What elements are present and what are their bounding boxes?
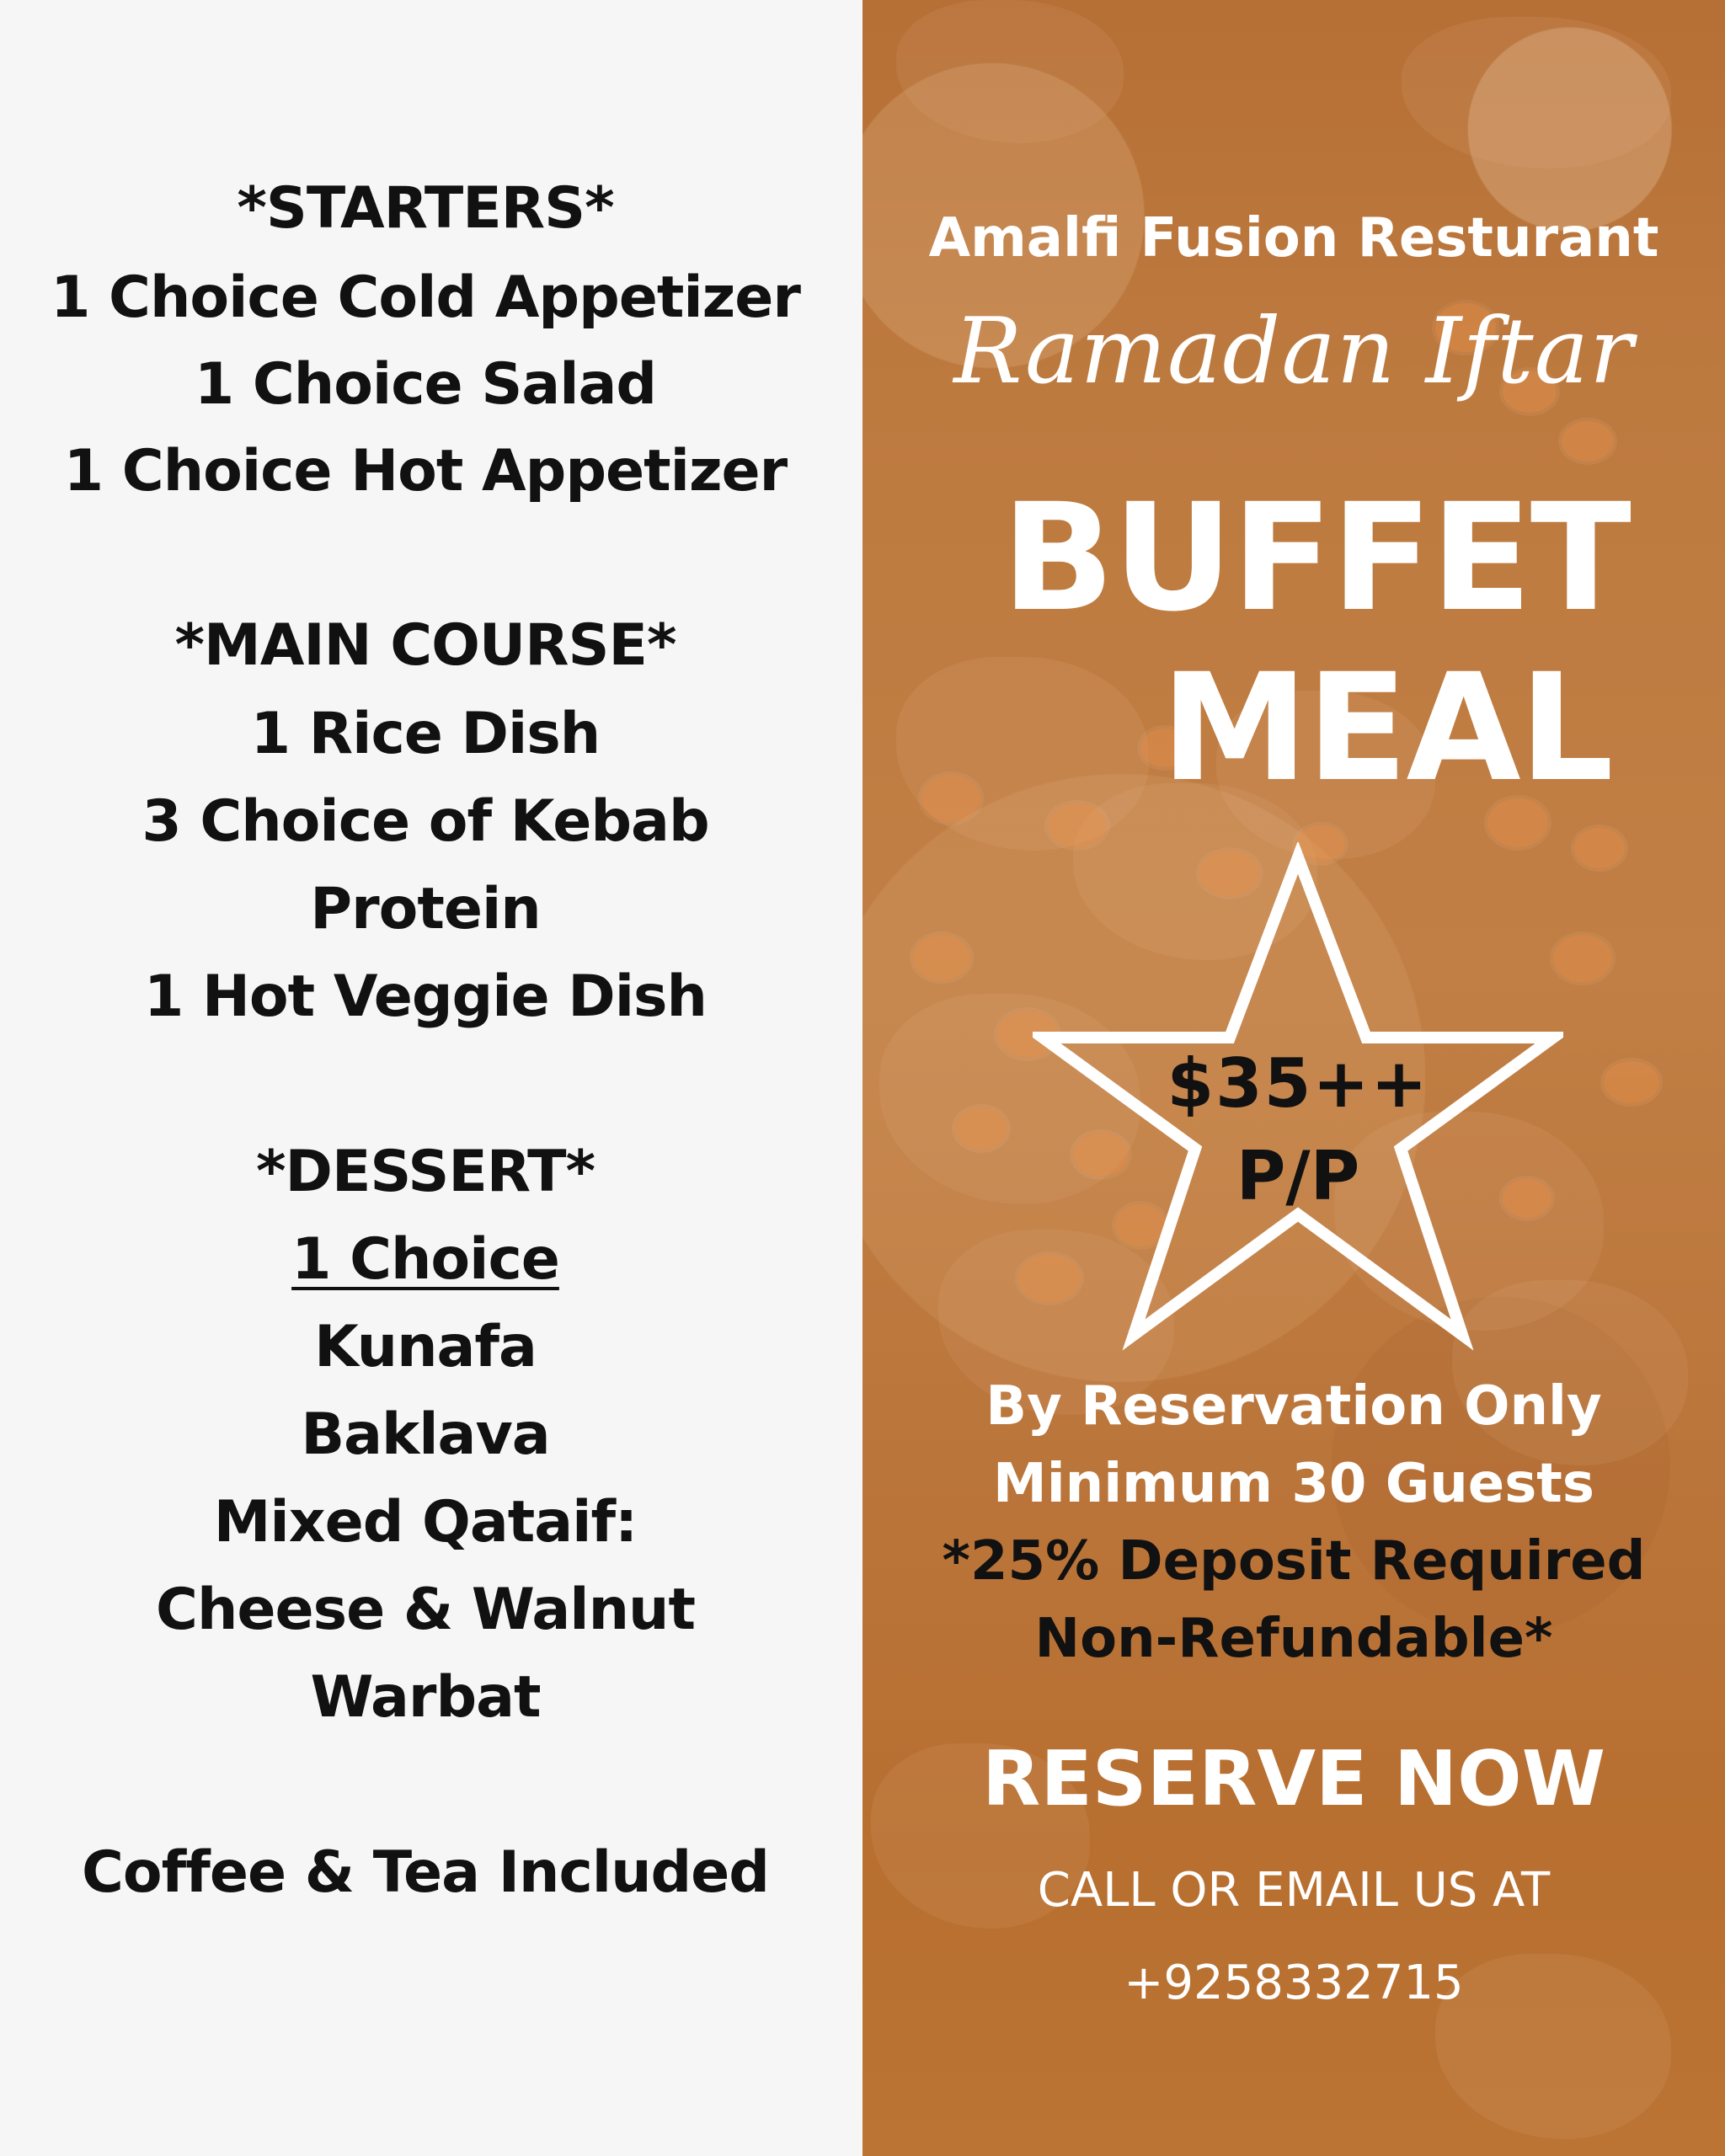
main-course-item-kebab: 3 Choice of Kebab xyxy=(142,788,709,855)
starter-item-salad: 1 Choice Salad xyxy=(194,351,657,418)
main-course-item-veggie: 1 Hot Veggie Dish xyxy=(144,963,707,1030)
price-value: $35++ xyxy=(1167,1044,1429,1123)
reservation-only-text: By Reservation Only xyxy=(985,1375,1602,1438)
dessert-item-kunafa: Kunafa xyxy=(314,1314,537,1380)
menu-panel xyxy=(0,0,862,2156)
dessert-item-qataif: Mixed Qataif: xyxy=(213,1489,638,1556)
restaurant-name: Amalfi Fusion Resturant xyxy=(928,207,1659,270)
starters-heading: *STARTERS* xyxy=(237,175,614,242)
dessert-choice-label: 1 Choice xyxy=(291,1226,559,1293)
coffee-tea-footer: Coffee & Tea Included xyxy=(82,1839,769,1906)
starter-item-cold-appetizer: 1 Choice Cold Appetizer xyxy=(51,264,800,331)
ramadan-iftar-title: Ramadan Iftar xyxy=(953,299,1634,404)
main-course-item-protein: Protein xyxy=(310,876,541,942)
dessert-heading: *DESSERT* xyxy=(255,1139,595,1205)
phone-number: +9258332715 xyxy=(1124,1956,1464,2010)
dessert-item-warbat: Warbat xyxy=(310,1664,541,1731)
dessert-item-baklava: Baklava xyxy=(301,1401,550,1468)
non-refundable-text: Non-Refundable* xyxy=(1034,1608,1553,1670)
buffet-title: BUFFET xyxy=(1001,472,1630,644)
main-course-item-rice: 1 Rice Dish xyxy=(250,701,601,767)
reserve-now-heading: RESERVE NOW xyxy=(982,1735,1605,1823)
meal-title: MEAL xyxy=(1161,642,1612,814)
price-unit: P/P xyxy=(1236,1137,1360,1215)
contact-prompt: CALL OR EMAIL US AT xyxy=(1037,1863,1551,1918)
deposit-required-text: *25% Deposit Required xyxy=(942,1530,1646,1593)
promo-panel xyxy=(862,0,1725,2156)
main-course-heading: *MAIN COURSE* xyxy=(174,612,676,679)
minimum-guests-text: Minimum 30 Guests xyxy=(993,1453,1594,1515)
dessert-item-cheese-walnut: Cheese & Walnut xyxy=(156,1577,695,1643)
starter-item-hot-appetizer: 1 Choice Hot Appetizer xyxy=(63,438,788,504)
price-star xyxy=(1033,842,1563,1356)
